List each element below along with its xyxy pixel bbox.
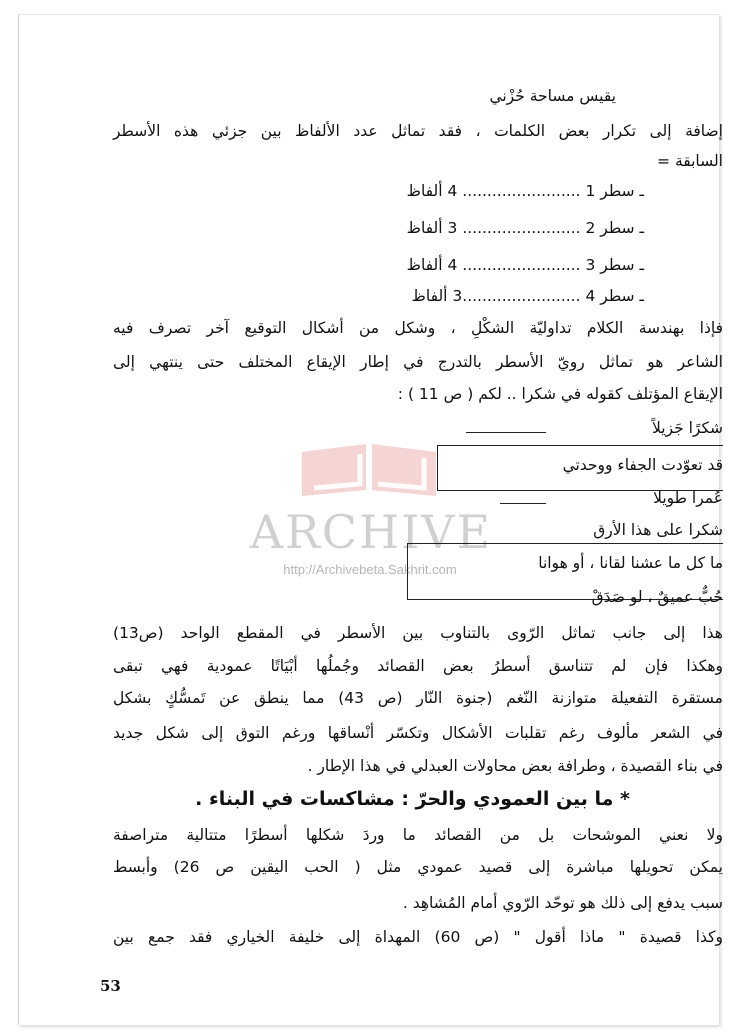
text-line: يقيس مساحة حُزْني [489,87,616,105]
poem-dash-line [466,432,546,433]
text-line: وهكذا فإن لم تتناسق أسطرُ بعض القصائد وجُملُها أبْيَاتًا عمودية فهي تبقى [113,657,723,675]
watermark-title: ARCHIVE [249,505,493,559]
watermark-url: http://Archivebeta.Sakhrit.com [283,562,457,577]
poem-line: شكرا على هذا الأرق [593,521,723,539]
poem-dash-line [500,503,546,504]
poem-line: ما كل ما عشنا لقانا ، أو هوانا [538,554,723,572]
text-line: وكذا قصيدة " ماذا أقول " (ص 60) المهداة إلى خليفة الخياري فقد جمع بين [113,928,723,946]
text-line: سبب يدفع إلى ذلك هو توحّد الرّوي أمام المُشاهِد . [402,894,723,912]
text-line: السابقة = [657,152,723,170]
text-line: هذا إلى جانب تماثل الرّوى بالتناوب بين الأسطر في المقطع الواحد (ص13) [113,624,723,642]
text-line: فإذا بهندسة الكلام تداوليّة الشكْلِ ، وشكل من أشكال التوقيع آخر تصرف فيه [113,319,723,337]
text-line: يمكن تحويلها مباشرة إلى قصيد عمودي مثل ( الحب اليقين ص 26) وأبسط [113,858,723,876]
poem-line: شكرًا جَزيلاً [651,419,723,437]
text-line: في الشعر مألوف رغم تقلبات الأشكال وتكسّر أنْساقها ورغم التوق إلى شكل جديد [113,724,723,742]
list-item: ـ سطر 2 ........................ 3 ألفاظ [406,219,644,237]
list-item: ـ سطر 1 ........................ 4 ألفاظ [406,182,644,200]
list-item: ـ سطر 3 ........................ 4 ألفاظ [406,256,644,274]
page-number: 53 [100,977,121,995]
text-line: في بناء القصيدة ، وطرافة بعض محاولات العبدلي في هذا الإطار . [307,757,723,775]
list-item: ـ سطر 4 ........................3 ألفاظ [411,287,644,305]
poem-line: حُبٌّ عميقٌ ، لو صَدَقْ [591,588,723,606]
text-line: الإيقاع المؤتلف كقوله في شكرا .. لكم ( ص 11 ) : [397,385,723,403]
text-line: الشاعر هو تماثل رويّ الأسطر بالتدرج في إطار الإيقاع المختلف حتى ينتهي إلى [113,353,723,371]
text-line: ولا نعني الموشحات بل من القصائد ما وردَ شكلها أسطرًا متتالية متراصفة [113,826,723,844]
text-line: إضافة إلى تكرار بعض الكلمات ، فقد تماثل عدد الألفاظ بين جزئي هذه الأسطر [113,122,723,140]
section-heading: * ما بين العمودي والحرّ : مشاكسات في البناء . [195,788,630,810]
poem-line: عُمرا طويلا [653,489,723,507]
poem-line: قد تعوّدت الجفاء ووحدتي [562,456,723,474]
text-line: مستقرة التفعيلة متوازنة النّغم (جنوة النّار (ص 43) مما ينطق عن تَمسُّكٍ بشكل [113,689,723,707]
